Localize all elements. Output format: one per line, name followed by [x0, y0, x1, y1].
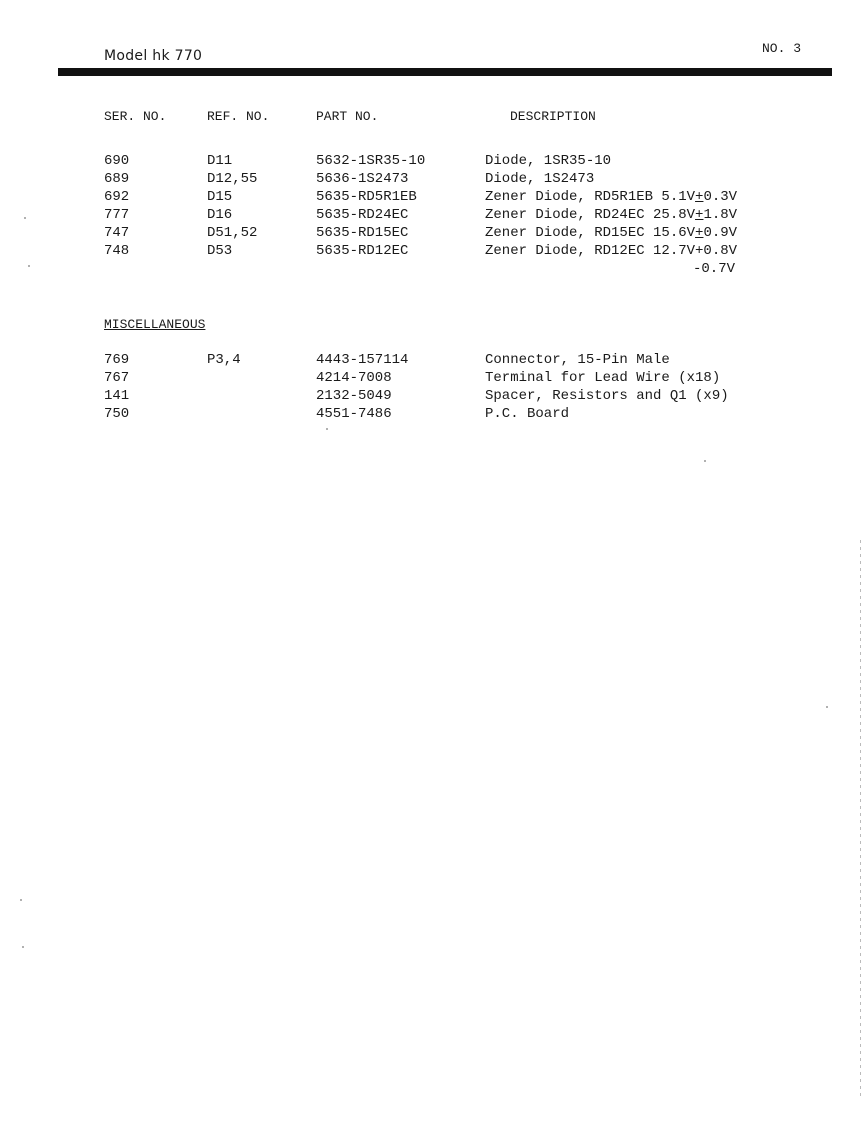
row-desc: Terminal for Lead Wire (x18) [485, 370, 721, 386]
row-ref: P3,4 [207, 352, 241, 368]
header-rule [58, 68, 832, 76]
row-ser: 690 [104, 153, 130, 169]
row-part: 2132-5049 [316, 388, 392, 404]
row-part: 4214-7008 [316, 370, 392, 386]
page-number: NO. 3 [762, 41, 802, 56]
row-part: 5632-1SR35-10 [316, 153, 426, 169]
row-ref: D12,55 [207, 171, 258, 187]
row-ref: D51,52 [207, 225, 258, 241]
row-desc: Connector, 15-Pin Male [485, 352, 670, 368]
row-ser: 692 [104, 189, 130, 205]
scan-speck [326, 428, 328, 430]
col-header-ser-no: SER. NO. [104, 109, 167, 124]
row-desc: Zener Diode, RD15EC 15.6V+0.9V [485, 225, 738, 241]
col-header-part-no: PART NO. [316, 109, 379, 124]
scan-speck [22, 946, 24, 948]
row-desc: Diode, 1S2473 [485, 171, 595, 187]
row-ref: D11 [207, 153, 233, 169]
row-ser: 777 [104, 207, 130, 223]
col-header-description: DESCRIPTION [510, 109, 596, 124]
scan-speck [826, 706, 828, 708]
row-ser: 767 [104, 370, 130, 386]
row-desc: Spacer, Resistors and Q1 (x9) [485, 388, 729, 404]
row-ref: D16 [207, 207, 233, 223]
row-ser: 141 [104, 388, 130, 404]
plus-minus-sign: + [695, 189, 704, 205]
row-part: 5636-1S2473 [316, 171, 409, 187]
row-part: 5635-RD24EC [316, 207, 409, 223]
model-title: Model hk 770 [104, 48, 203, 64]
row-part: 4443-157114 [316, 352, 409, 368]
col-header-ref-no: REF. NO. [207, 109, 270, 124]
plus-minus-sign: + [695, 225, 704, 241]
row-desc: Zener Diode, RD5R1EB 5.1V+0.3V [485, 189, 738, 205]
row-ser: 769 [104, 352, 130, 368]
scan-speck [20, 899, 22, 901]
row-part: 5635-RD12EC [316, 243, 409, 259]
row-ser: 748 [104, 243, 130, 259]
scan-speck [704, 460, 706, 462]
row-ref: D15 [207, 189, 233, 205]
row-desc: Zener Diode, RD24EC 25.8V+1.8V [485, 207, 738, 223]
row-desc-continuation: -0.7V [693, 261, 736, 277]
scan-speck [28, 265, 30, 267]
row-desc: P.C. Board [485, 406, 570, 422]
row-ser: 689 [104, 171, 130, 187]
row-part: 5635-RD5R1EB [316, 189, 417, 205]
row-ser: 747 [104, 225, 130, 241]
scan-edge-artifact [860, 540, 861, 1100]
row-ser: 750 [104, 406, 130, 422]
section-heading-miscellaneous: MISCELLANEOUS [104, 317, 206, 332]
row-desc: Zener Diode, RD12EC 12.7V+0.8V [485, 243, 738, 259]
plus-minus-sign: + [695, 207, 704, 223]
row-part: 4551-7486 [316, 406, 392, 422]
scan-speck [24, 217, 26, 219]
row-desc: Diode, 1SR35-10 [485, 153, 612, 169]
row-ref: D53 [207, 243, 233, 259]
row-part: 5635-RD15EC [316, 225, 409, 241]
